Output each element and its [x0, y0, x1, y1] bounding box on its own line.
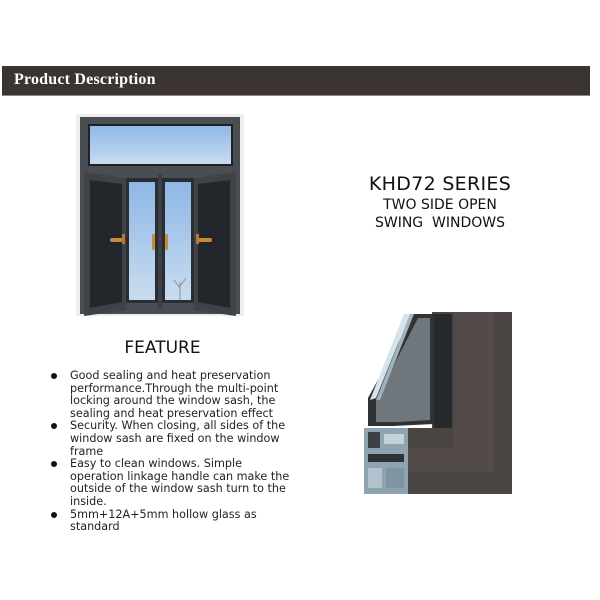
feature-item — [50, 458, 290, 508]
feature-text: Easy to clean windows. Simple operation linkage handle can make the outside of the window sash turn to the inside. — [70, 457, 290, 508]
feature-text: Good sealing and heat preservation performance.Through the multi-point locking around the window sash, the sealing and heat preservation effect — [70, 369, 279, 420]
window-profile-icon — [354, 308, 516, 504]
feature-heading: FEATURE — [124, 338, 201, 358]
casement-window-image — [76, 114, 244, 316]
feature-text: 5mm+12A+5mm hollow glass as standard — [70, 507, 257, 534]
bullet-icon — [51, 373, 57, 379]
series-title: KHD72 SERIES — [368, 173, 512, 195]
section-header — [2, 66, 590, 96]
window-icon — [76, 114, 244, 316]
section-title: Product Description — [14, 71, 156, 88]
profile-cross-section-image — [354, 308, 516, 504]
feature-text: Security. When closing, all sides of the window sash are fixed on the window frame — [70, 419, 286, 458]
bullet-icon — [51, 512, 57, 518]
product-series-block — [340, 172, 540, 232]
feature-item — [50, 420, 290, 458]
bullet-icon — [51, 423, 57, 429]
bullet-icon — [51, 461, 57, 467]
series-subtitle-1: TWO SIDE OPEN — [383, 197, 497, 213]
series-subtitle-2: SWING WINDOWS — [374, 215, 506, 231]
feature-item — [50, 509, 290, 534]
feature-item — [50, 370, 290, 420]
feature-list — [50, 370, 290, 534]
